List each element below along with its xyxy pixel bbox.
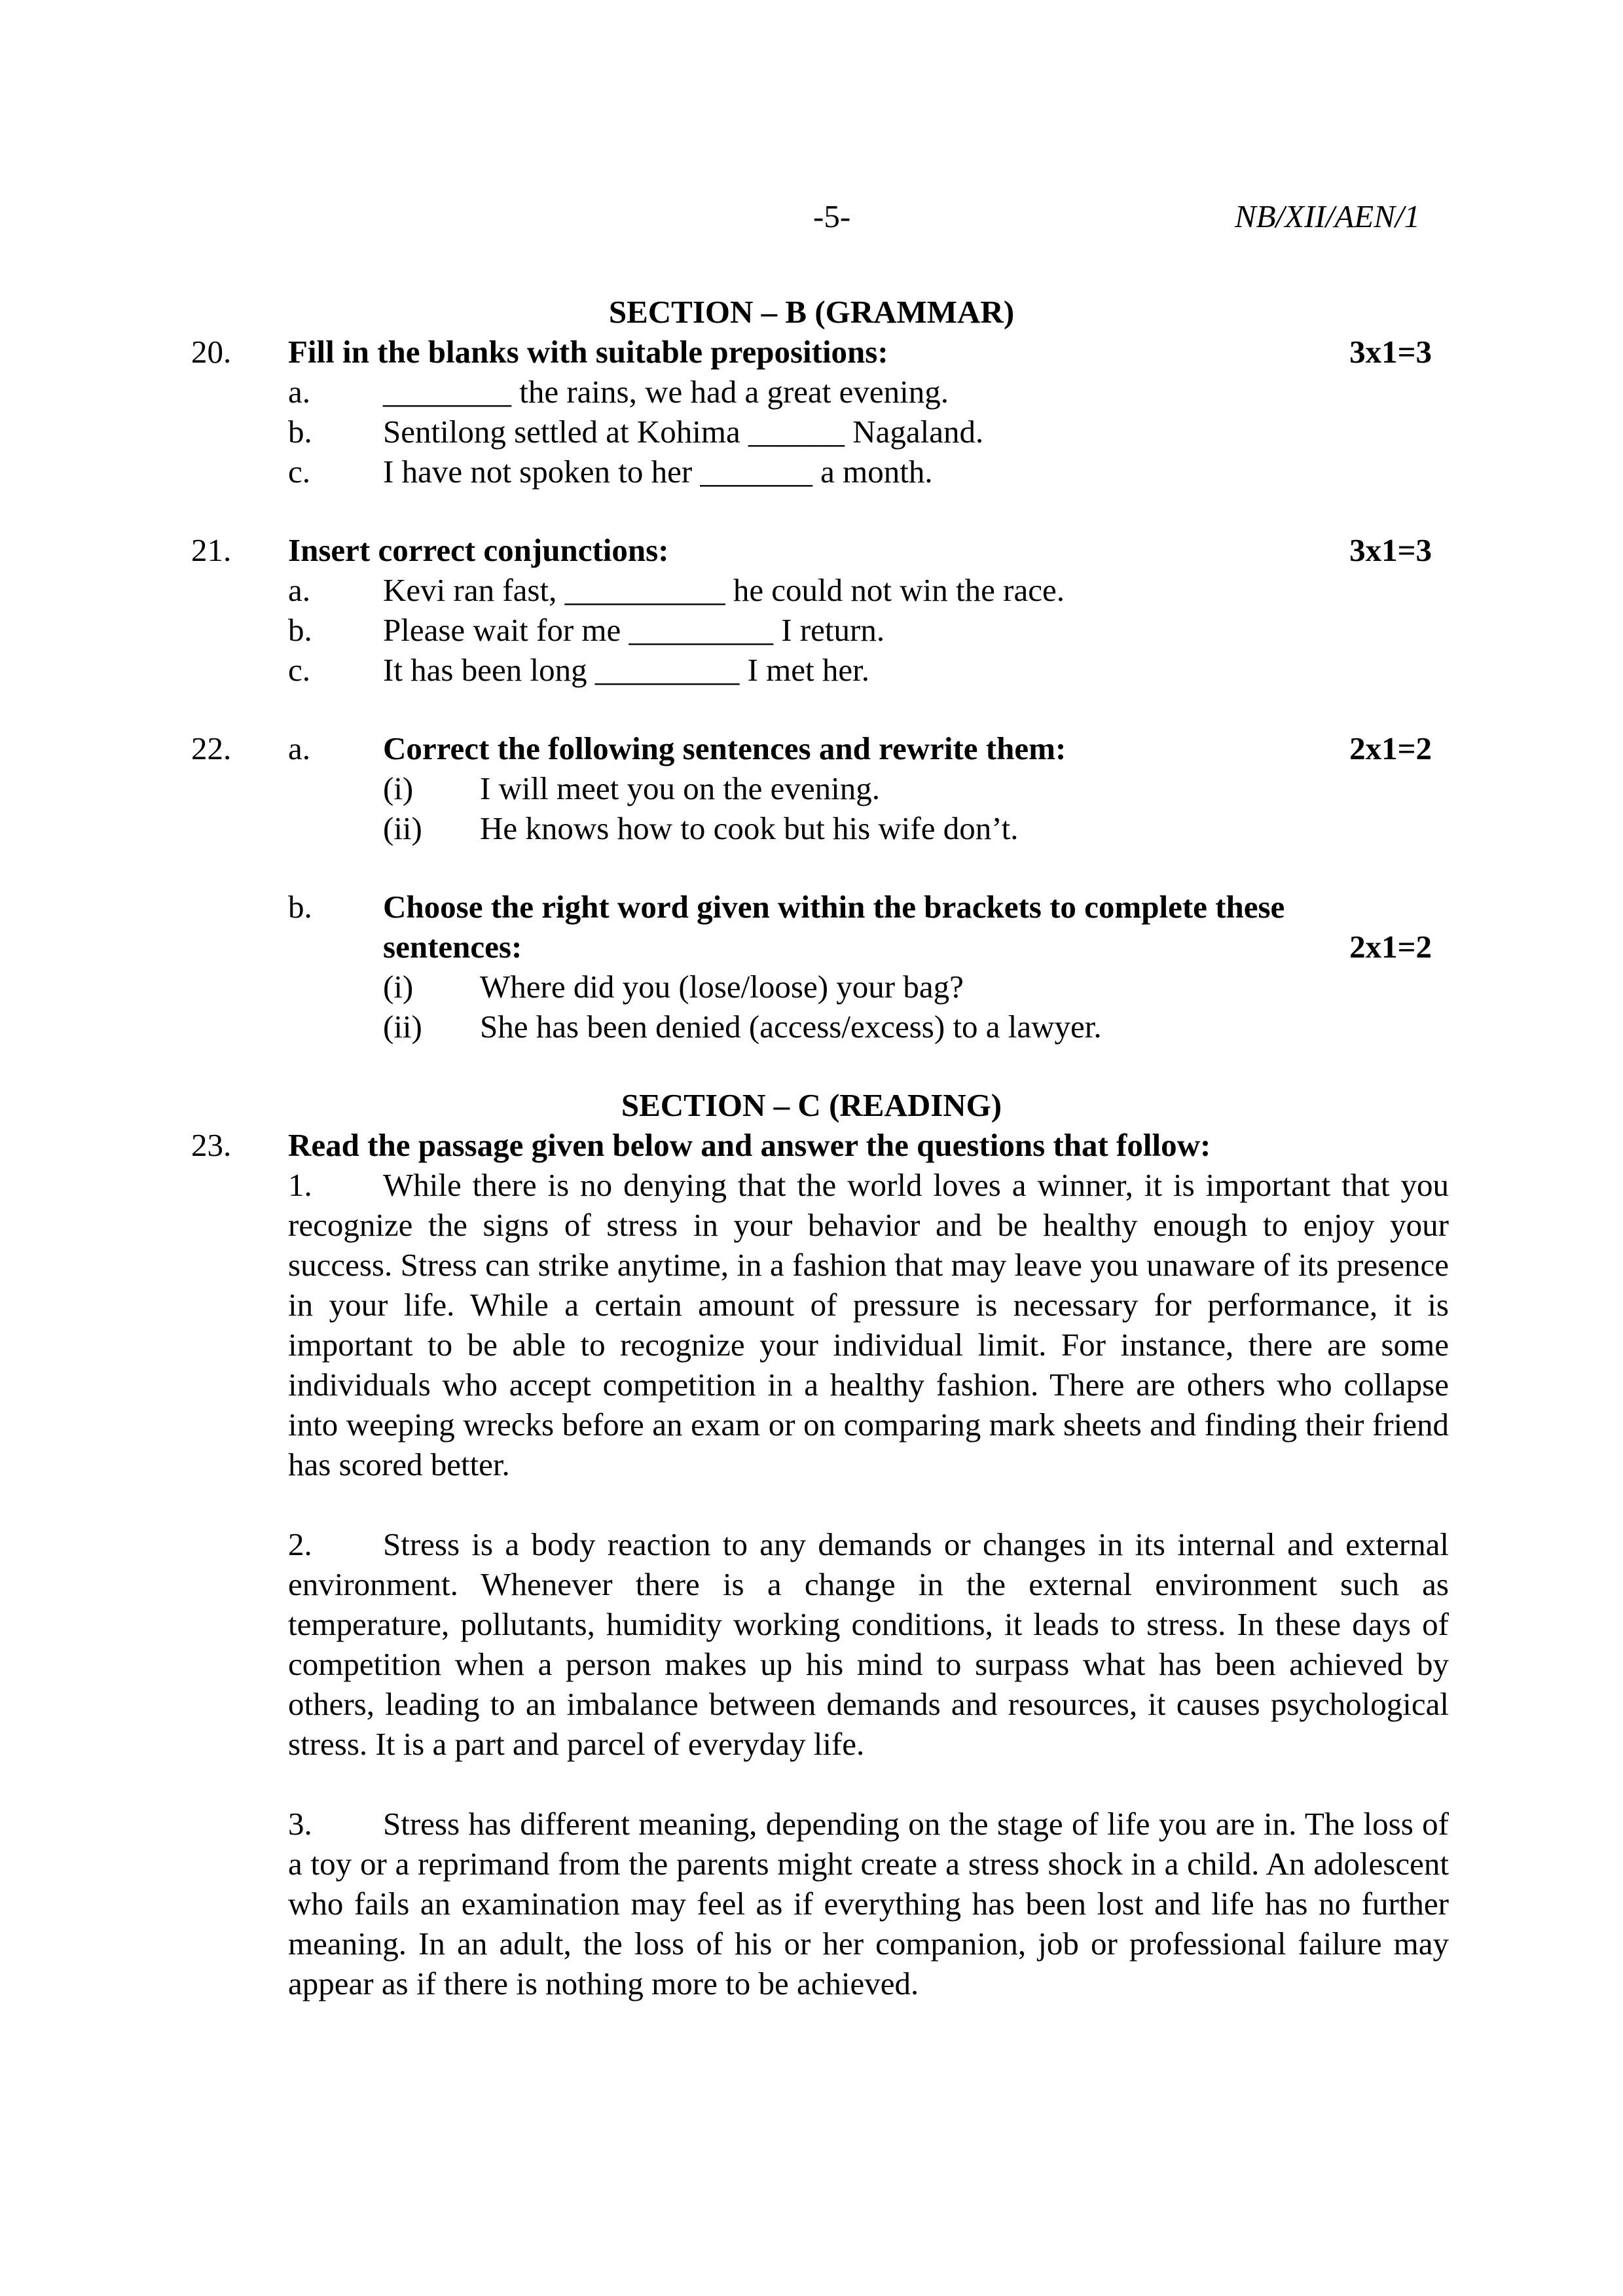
paper-code: NB/XII/AEN/1	[1234, 198, 1420, 234]
item-label: b.	[288, 414, 312, 450]
page-number: -5-	[813, 198, 851, 234]
paragraph-text: While there is no denying that the world loves a winner, it is important that you recognize the signs of stress in your behavior and be healthy enough to enjoy your success. Stress can strike anytime, in a fashion that may leave you unaware of its presence in your life. While a certain amount of pressure is necessary for performance, it is important to be able to recognize your individual limit. For instance, there are some individuals who accept competition in a healthy fashion. There are others who collapse into weeping wrecks before an exam or on comparing mark sheets and finding their friend has scored better.	[288, 1167, 1449, 1482]
passage-paragraph-2	[288, 1524, 1449, 1764]
item-text: Where did you (lose/loose) your bag?	[480, 969, 964, 1005]
item-label: (ii)	[383, 1009, 422, 1045]
marks: 2x1=2	[1349, 730, 1432, 766]
item-text: It has been long _________ I met her.	[383, 652, 870, 688]
paragraph-text: Stress has different meaning, depending on the stage of life you are in. The loss of a toy or a reprimand from the parents might create a stress shock in a child. An adolescent who fails an examination may feel as if everything has been lost and life has no further meaning. In an adult, the loss of his or her companion, job or professional failure may appear as if there is nothing more to be achieved.	[288, 1806, 1449, 2001]
part-a-instruction: Correct the following sentences and rewrite them:	[383, 730, 1067, 766]
question-instruction: Fill in the blanks with suitable prepositions:	[288, 334, 888, 370]
item-text: Please wait for me _________ I return.	[383, 612, 885, 648]
question-instruction: Read the passage given below and answer the questions that follow:	[288, 1127, 1211, 1163]
marks: 3x1=3	[1349, 334, 1432, 370]
paragraph-text: Stress is a body reaction to any demands or changes in its internal and external environment. Whenever there is a change in the external environment such as temperature, pollutants, humidity working conditions, it leads to stress. In these days of competition when a person makes up his mind to surpass what has been achieved by others, leading to an imbalance between demands and resources, it causes psychological stress. It is a part and parcel of everyday life.	[288, 1526, 1449, 1762]
item-label: c.	[288, 652, 310, 688]
item-label: (ii)	[383, 810, 422, 846]
item-label: c.	[288, 454, 310, 490]
paragraph-number: 3.	[288, 1806, 312, 1842]
section-b-title: SECTION – B (GRAMMAR)	[608, 294, 1015, 330]
section-c-title: SECTION – C (READING)	[621, 1087, 1002, 1123]
item-text: Kevi ran fast, __________ he could not win the race.	[383, 572, 1065, 608]
item-text: I have not spoken to her _______ a month.	[383, 454, 933, 490]
item-text: I will meet you on the evening.	[480, 770, 880, 806]
question-number: 22.	[191, 730, 232, 766]
question-number: 21.	[191, 532, 232, 568]
marks: 3x1=3	[1349, 532, 1432, 568]
item-text: She has been denied (access/excess) to a lawyer.	[480, 1009, 1102, 1045]
question-number: 23.	[191, 1127, 232, 1163]
paragraph-number: 1.	[288, 1167, 312, 1203]
item-text: Sentilong settled at Kohima ______ Nagaland.	[383, 414, 984, 450]
part-label: a.	[288, 730, 310, 766]
part-label: b.	[288, 889, 312, 925]
paragraph-number: 2.	[288, 1526, 312, 1562]
item-label: (i)	[383, 969, 414, 1005]
item-label: a.	[288, 572, 310, 608]
part-b-instruction-cont: sentences:	[383, 929, 522, 965]
item-label: (i)	[383, 770, 414, 806]
part-b-instruction: Choose the right word given within the brackets to complete these	[383, 889, 1285, 925]
item-label: a.	[288, 374, 310, 410]
item-text: ________ the rains, we had a great evening.	[383, 374, 949, 410]
passage-paragraph-3	[288, 1804, 1449, 2003]
question-instruction: Insert correct conjunctions:	[288, 532, 669, 568]
passage-paragraph-1	[288, 1165, 1449, 1484]
item-text: He knows how to cook but his wife don’t.	[480, 810, 1019, 846]
marks: 2x1=2	[1349, 929, 1432, 965]
item-label: b.	[288, 612, 312, 648]
question-number: 20.	[191, 334, 232, 370]
